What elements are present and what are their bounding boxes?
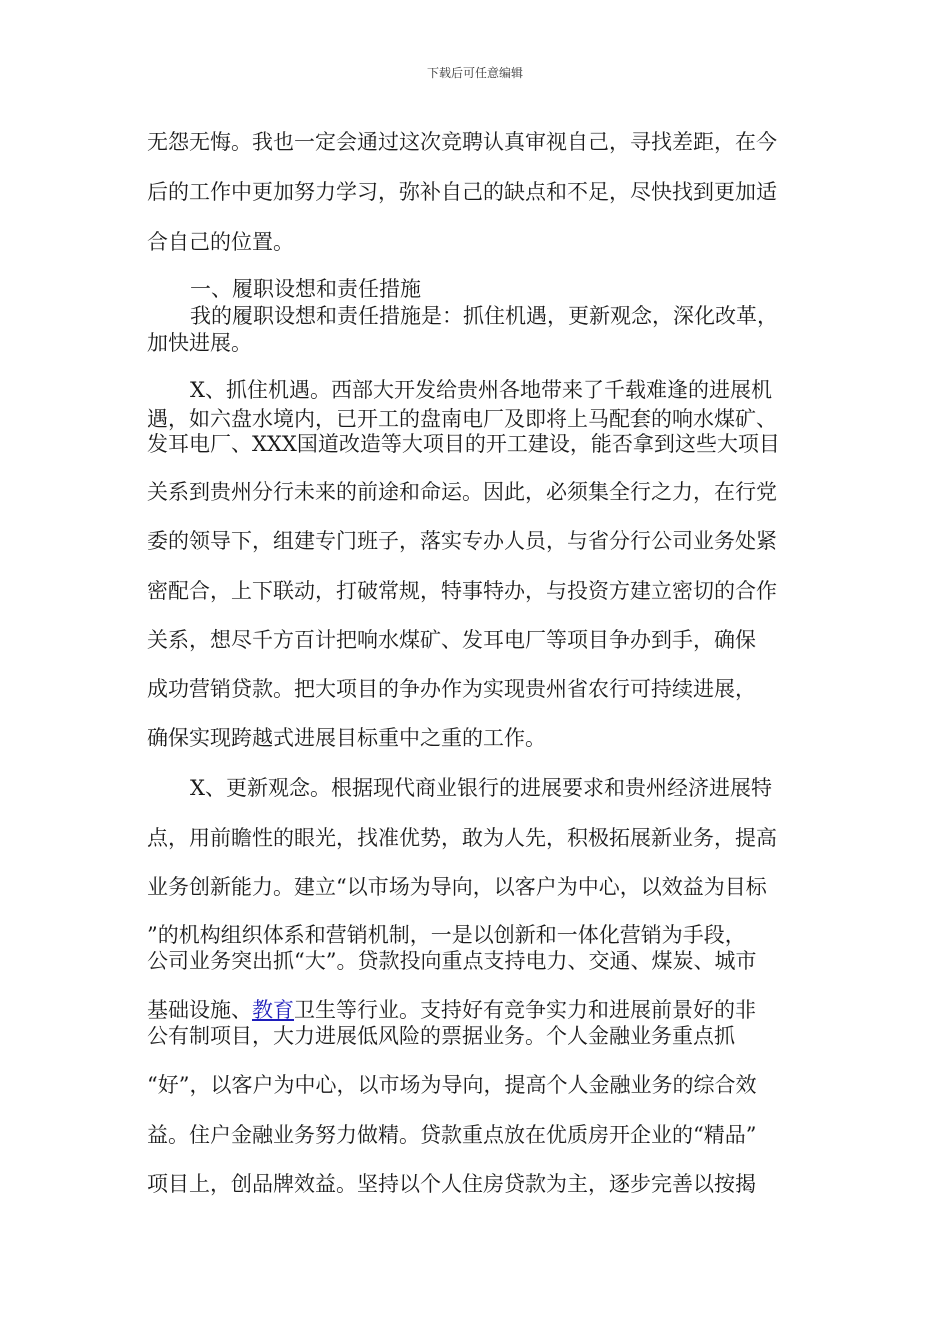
text-line-10: 关系到贵州分行未来的前途和命运。因此，必须集全行之力，在行党	[147, 480, 777, 504]
text-line-12: 密配合，上下联动，打破常规，特事特办，与投资方建立密切的合作	[147, 579, 777, 603]
text-segment: 卫生等行业。支持好有竞争实力和进展前景好的非	[294, 998, 756, 1022]
text-line-11: 委的领导下，组建专门班子，落实专办人员，与省分行公司业务处紧	[147, 529, 777, 553]
education-link[interactable]: 教育	[252, 998, 294, 1022]
page-header: 下载后可任意编辑	[426, 66, 523, 80]
text-segment: 基础设施、	[147, 998, 252, 1022]
text-line-19: ”的机构组织体系和营销机制，一是以创新和一体化营销为手段，	[147, 923, 746, 947]
text-line-21	[147, 996, 756, 1024]
text-line-23: “好”，以客户为中心，以市场为导向，提高个人金融业务的综合效	[147, 1073, 757, 1097]
text-line-8: 遇，如六盘水境内，已开工的盘南电厂及即将上马配套的响水煤矿、	[147, 407, 777, 431]
text-line-25: 项目上，创品牌效益。坚持以个人住房贷款为主，逐步完善以按揭	[147, 1172, 756, 1196]
text-line-20: 公司业务突出抓“大”。贷款投向重点支持电力、交通、煤炭、城市	[147, 949, 757, 973]
text-line-14: 成功营销贷款。把大项目的争办作为实现贵州省农行可持续进展，	[147, 677, 756, 701]
text-line-6: 加快进展。	[147, 331, 252, 355]
text-line-17: 点，用前瞻性的眼光，找准优势，敢为人先，积极拓展新业务，提高	[147, 826, 777, 850]
text-line-16: X、更新观念。根据现代商业银行的进展要求和贵州经济进展特	[190, 776, 772, 800]
section-heading: 一、履职设想和责任措施	[190, 277, 421, 301]
text-line-3: 合自己的位置。	[147, 230, 294, 254]
text-line-7: X、抓住机遇。西部大开发给贵州各地带来了千载难逢的进展机	[190, 378, 772, 402]
text-line-18: 业务创新能力。建立“以市场为导向，以客户为中心，以效益为目标	[147, 875, 767, 899]
text-line-22: 公有制项目，大力进展低风险的票据业务。个人金融业务重点抓	[147, 1024, 735, 1048]
text-line-9: 发耳电厂、XXX国道改造等大项目的开工建设，能否拿到这些大项目	[147, 432, 780, 456]
text-line-24: 益。住户金融业务努力做精。贷款重点放在优质房开企业的“精品”	[147, 1123, 757, 1147]
text-line-5: 我的履职设想和责任措施是：抓住机遇，更新观念，深化改革，	[190, 304, 778, 328]
text-line-1: 无怨无悔。我也一定会通过这次竞聘认真审视自己，寻找差距，在今	[147, 130, 777, 154]
text-line-15: 确保实现跨越式进展目标重中之重的工作。	[147, 726, 546, 750]
text-line-13: 关系，想尽千方百计把响水煤矿、发耳电厂等项目争办到手，确保	[147, 628, 756, 652]
text-line-2: 后的工作中更加努力学习，弥补自己的缺点和不足，尽快找到更加适	[147, 180, 777, 204]
